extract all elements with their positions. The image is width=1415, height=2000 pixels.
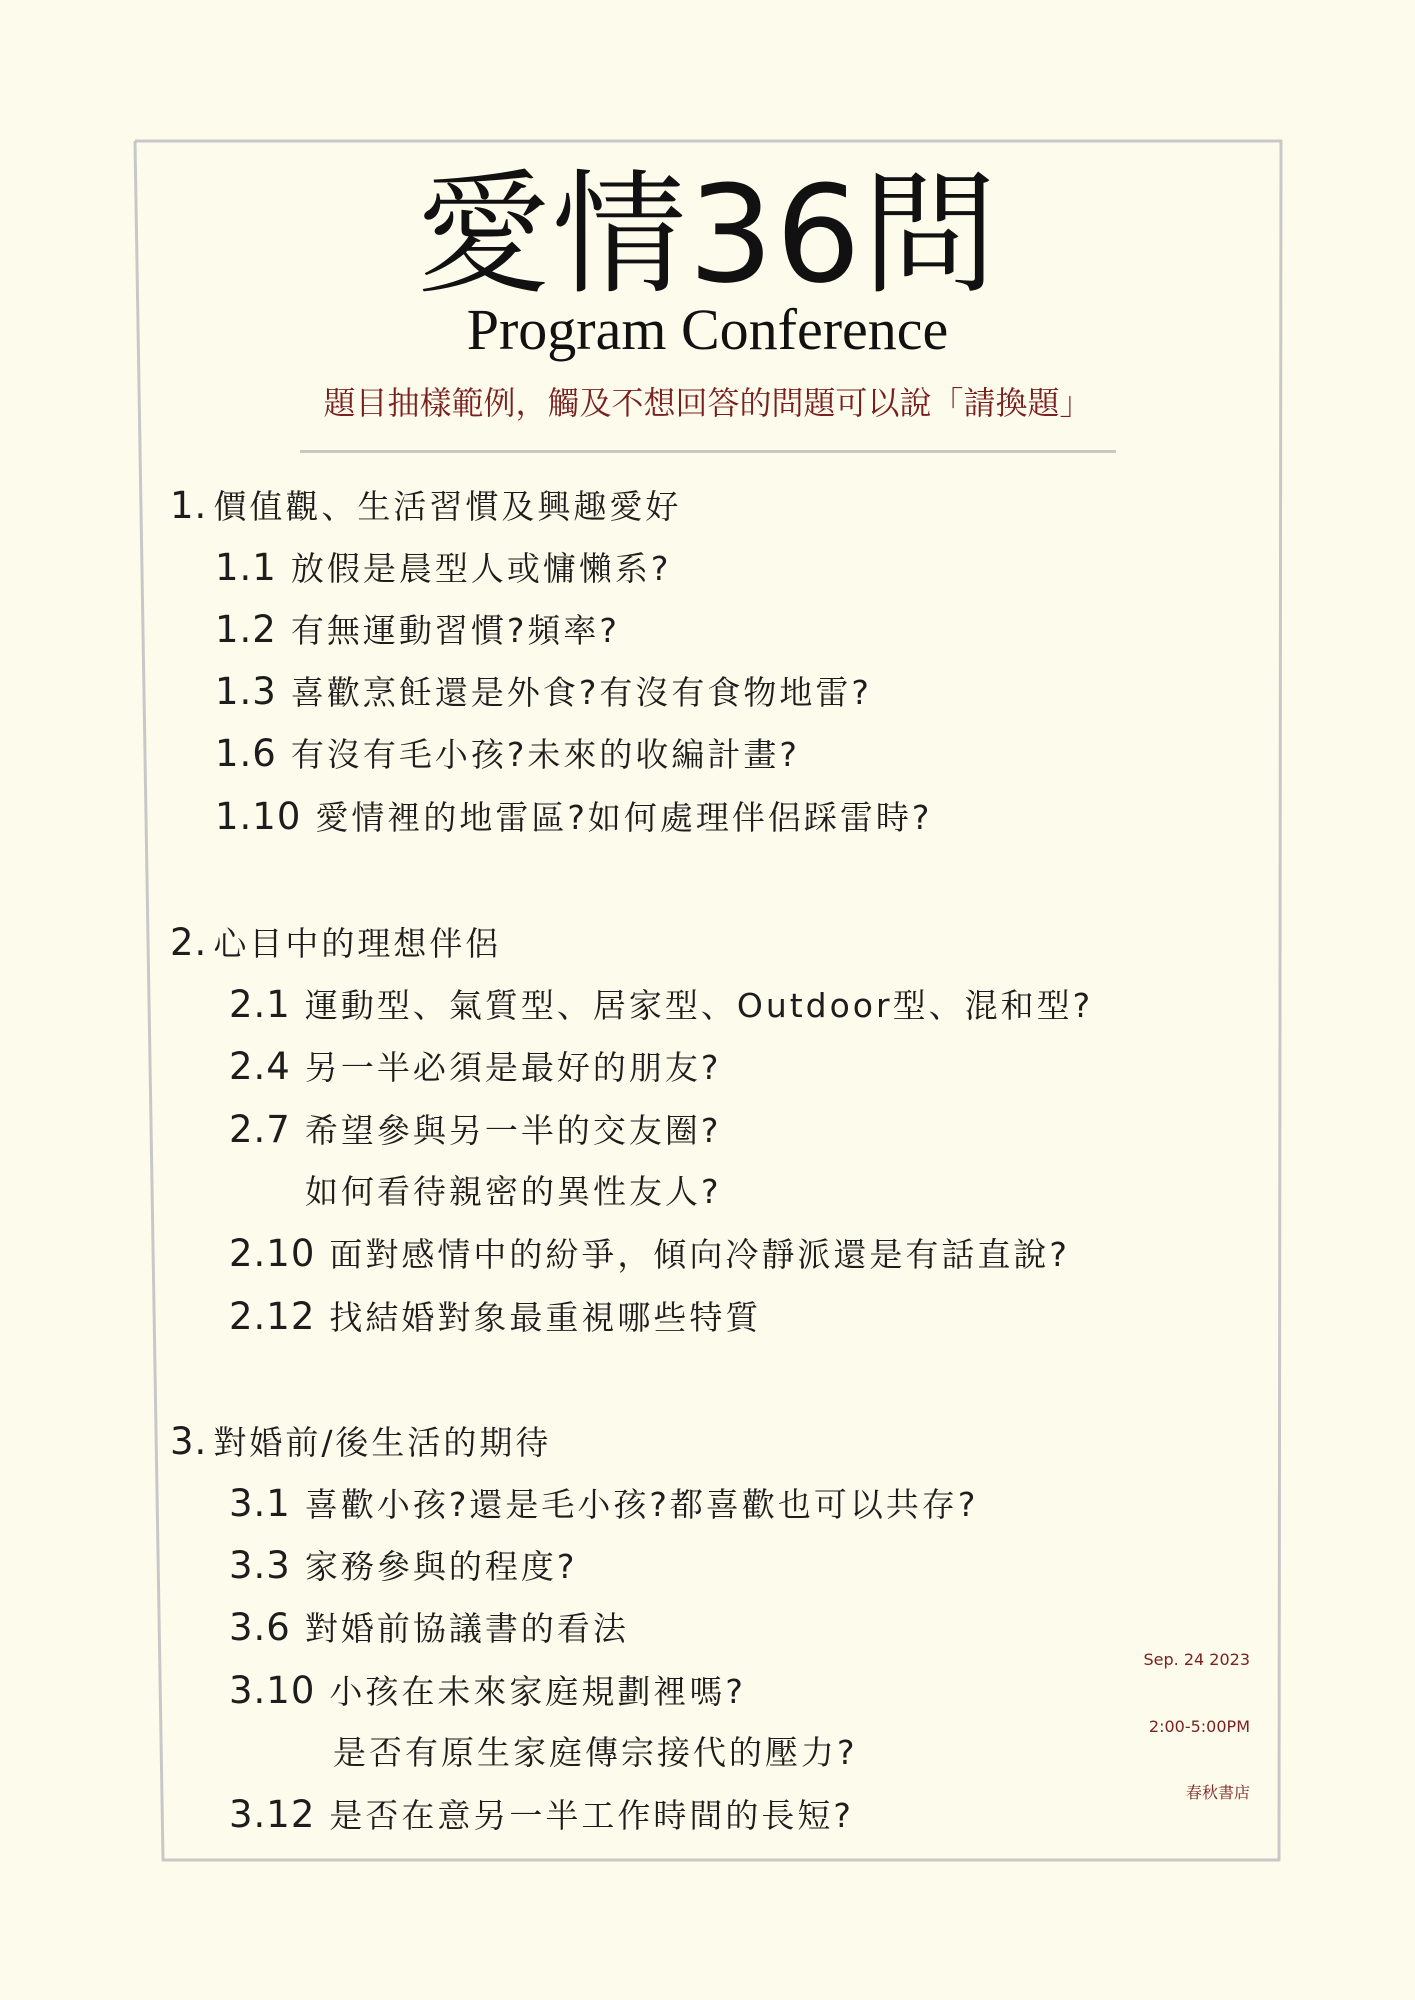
question-text: 放假是晨型人或慵懶系? — [290, 549, 672, 588]
event-time: 2:00-5:00PM — [1148, 1717, 1250, 1736]
question-item — [229, 1792, 854, 1839]
question-text: 愛情裡的地雷區?如何處理伴侶踩雷時? — [315, 798, 933, 837]
event-date: Sep. 24 2023 — [1143, 1650, 1250, 1669]
section-title: 價值觀、生活習慣及興趣愛好 — [213, 487, 682, 526]
section-number: 3. — [170, 1420, 208, 1463]
section-number: 2. — [170, 921, 208, 964]
question-item — [215, 545, 671, 592]
question-item — [215, 731, 800, 778]
question-number: 3.12 — [229, 1793, 316, 1836]
question-text: 家務參與的程度? — [304, 1547, 578, 1586]
question-number: 3.6 — [229, 1606, 291, 1649]
question-text: 面對感情中的紛爭，傾向冷靜派還是有話直說? — [329, 1235, 1070, 1274]
question-continuation: 是否有原生家庭傳宗接代的壓力? — [333, 1733, 858, 1772]
question-number: 3.10 — [229, 1669, 316, 1712]
section-heading — [170, 920, 501, 967]
page-title: 愛情36問 — [416, 157, 999, 313]
question-text: 喜歡小孩?還是毛小孩?都喜歡也可以共存? — [304, 1485, 979, 1524]
question-item — [229, 1294, 761, 1341]
section-number: 1. — [170, 484, 208, 527]
question-text: 找結婚對象最重視哪些特質 — [329, 1298, 762, 1337]
question-number: 3.1 — [229, 1482, 291, 1525]
question-text: 另一半必須是最好的朋友? — [304, 1048, 722, 1087]
header-divider — [300, 450, 1116, 453]
page-tagline: 題目抽樣範例，觸及不想回答的問題可以說「請換題」 — [323, 384, 1092, 422]
question-continuation: 如何看待親密的異性友人? — [305, 1172, 722, 1211]
page-subtitle: Program Conference — [466, 297, 949, 362]
question-number: 1.2 — [215, 608, 277, 651]
question-item — [229, 1543, 577, 1590]
section-heading — [170, 483, 681, 530]
question-item — [229, 1231, 1070, 1278]
question-text: 有無運動習慣?頻率? — [290, 611, 620, 650]
question-item — [229, 1044, 721, 1091]
section-title: 對婚前/後生活的期待 — [213, 1423, 552, 1462]
question-number: 2.12 — [229, 1295, 316, 1338]
question-item — [215, 794, 932, 841]
question-text: 對婚前協議書的看法 — [304, 1609, 629, 1648]
question-item — [229, 1107, 721, 1154]
section-heading — [170, 1419, 551, 1466]
question-number: 1.6 — [215, 732, 277, 775]
question-number: 2.1 — [229, 983, 291, 1026]
question-number: 3.3 — [229, 1544, 291, 1587]
question-item — [229, 982, 1093, 1029]
question-number: 2.4 — [229, 1045, 291, 1088]
question-number: 1.1 — [215, 546, 277, 589]
question-item — [229, 1605, 629, 1652]
question-text: 喜歡烹飪還是外食?有沒有食物地雷? — [290, 673, 872, 712]
question-text: 希望參與另一半的交友圈? — [304, 1111, 722, 1150]
question-number: 1.3 — [215, 670, 277, 713]
question-number: 2.7 — [229, 1108, 291, 1151]
question-text: 小孩在未來家庭規劃裡嗎? — [329, 1672, 746, 1711]
event-venue: 春秋書店 — [1185, 1783, 1250, 1802]
question-item — [229, 1481, 978, 1528]
question-text: 有沒有毛小孩?未來的收編計畫? — [290, 735, 800, 774]
section-title: 心目中的理想伴侶 — [213, 924, 502, 963]
question-item — [215, 669, 872, 716]
question-item — [215, 607, 620, 654]
question-text: 運動型、氣質型、居家型、Outdoor型、混和型? — [304, 986, 1094, 1025]
question-item — [229, 1668, 746, 1715]
question-number: 1.10 — [215, 795, 302, 838]
question-number: 2.10 — [229, 1232, 316, 1275]
question-text: 是否在意另一半工作時間的長短? — [329, 1796, 854, 1835]
